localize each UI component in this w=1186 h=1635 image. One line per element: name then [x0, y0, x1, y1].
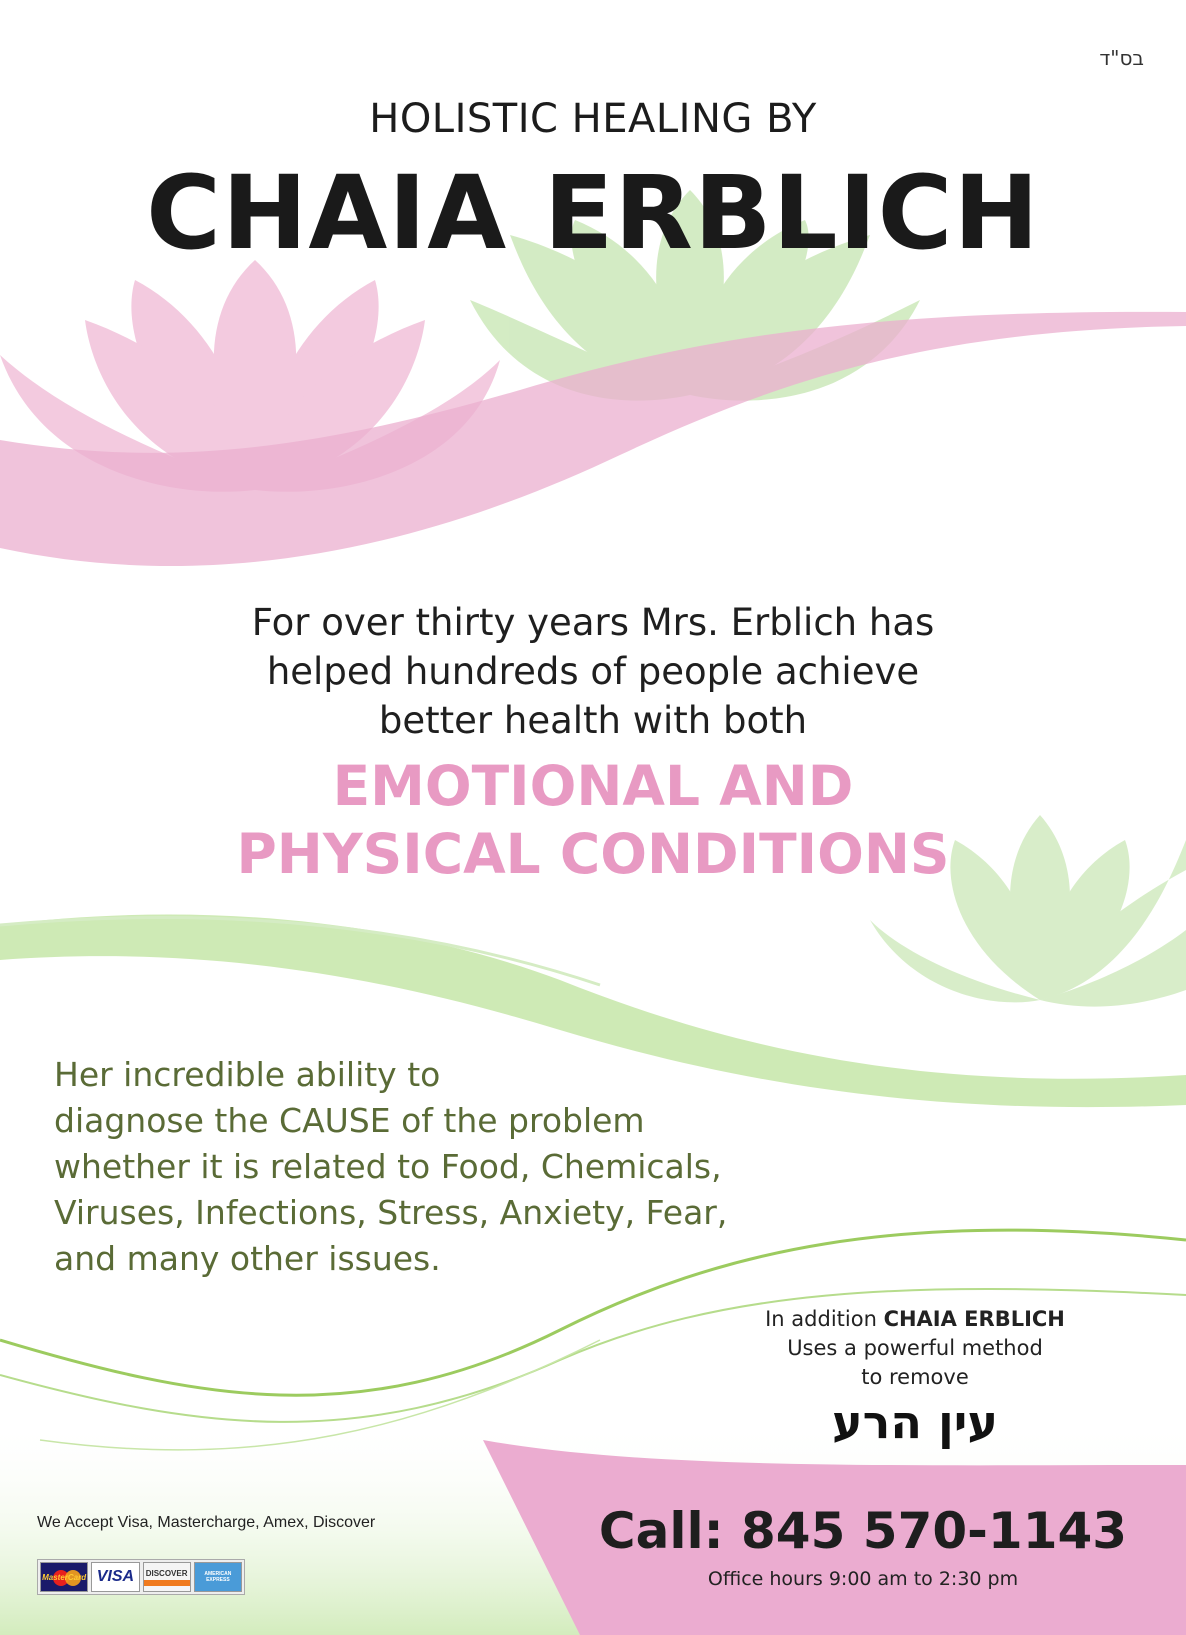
amex-logo	[194, 1562, 242, 1592]
discover-logo	[143, 1562, 191, 1592]
additional-prefix: In addition	[765, 1307, 884, 1331]
phone-number: Call: 845 570-1143	[598, 1502, 1128, 1560]
ability-line: diagnose the CAUSE of the problem	[54, 1101, 645, 1140]
additional-name: CHAIA ERBLICH	[883, 1307, 1065, 1331]
additional-service	[745, 1305, 1085, 1392]
ability-line: Viruses, Infections, Stress, Anxiety, Fear,	[54, 1193, 728, 1232]
payment-cards	[37, 1559, 245, 1595]
hebrew-heading: עין הרע	[832, 1395, 998, 1449]
mastercard-label: MasterCard	[42, 1572, 87, 1582]
additional-line-3: to remove	[861, 1365, 969, 1389]
bsd-mark: בס"ד	[1099, 46, 1144, 70]
kicker-heading: HOLISTIC HEALING BY	[369, 96, 817, 142]
ability-paragraph	[54, 1052, 727, 1282]
amex-label: AMERICAN EXPRESS	[204, 1571, 232, 1583]
discover-label: DISCOVER	[145, 1568, 188, 1578]
conditions-heading	[160, 752, 1026, 888]
mastercard-logo	[40, 1562, 88, 1592]
additional-line-2: Uses a powerful method	[787, 1336, 1043, 1360]
visa-label: VISA	[96, 1568, 135, 1585]
ability-line: whether it is related to Food, Chemicals,	[54, 1147, 722, 1186]
ability-line: and many other issues.	[54, 1239, 441, 1278]
visa-logo	[91, 1562, 139, 1592]
conditions-line: EMOTIONAL AND	[332, 754, 854, 818]
conditions-line: PHYSICAL CONDITIONS	[236, 822, 950, 886]
intro-line: better health with both	[378, 699, 808, 742]
office-hours: Office hours 9:00 am to 2:30 pm	[707, 1568, 1019, 1590]
intro-line: For over thirty years Mrs. Erblich has	[251, 601, 935, 644]
additional-line-1	[745, 1305, 1085, 1334]
intro-paragraph	[180, 598, 1006, 745]
intro-line: helped hundreds of people achieve	[266, 650, 920, 693]
payment-accepted-text: We Accept Visa, Mastercharge, Amex, Discover	[37, 1514, 376, 1531]
page-title: CHAIA ERBLICH	[146, 154, 1040, 273]
ability-line: Her incredible ability to	[54, 1055, 441, 1094]
